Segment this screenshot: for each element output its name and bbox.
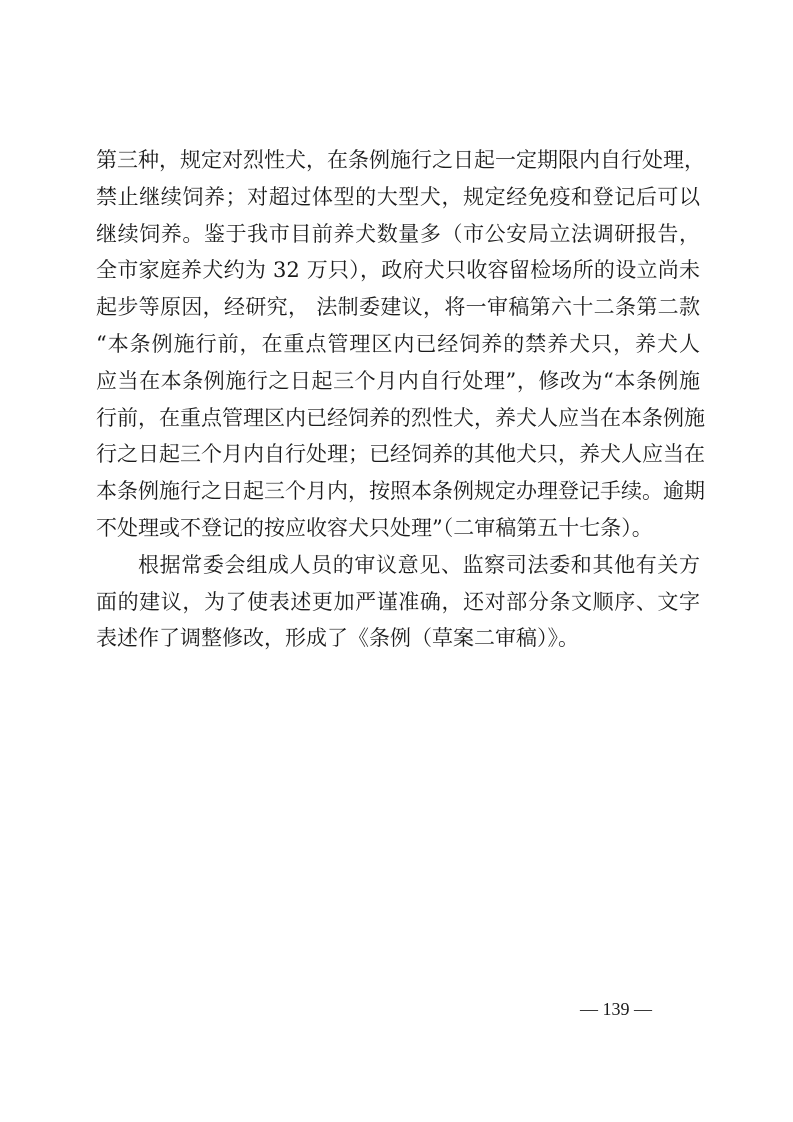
body-text	[96, 142, 705, 657]
text-line: 第三种，规定对烈性犬，在条例施行之日起一定期限内自行处理，	[96, 148, 705, 172]
text-line: 表述作了调整修改，形成了《条例（草案二审稿）》。	[96, 626, 579, 651]
text-line: 应当在本条例施行之日起三个月内自行处理”，修改为“本条例施	[96, 368, 700, 393]
text-line: 不处理或不登记的按应收容犬只处理”（二审稿第五十七条）。	[96, 515, 653, 540]
text-line: 禁止继续饲养；对超过体型的大型犬，规定经免疫和登记后可以	[96, 184, 700, 209]
text-line: 本条例施行之日起三个月内，按照本条例规定办理登记手续。逾期	[96, 479, 705, 504]
text-line: 继续饲养。鉴于我市目前养犬数量多（市公安局立法调研报告，	[96, 221, 700, 246]
paragraph-first-line: 根据常委会组成人员的审议意见、监察司法委和其他有关方	[138, 552, 700, 577]
text-line: 行前，在重点管理区内已经饲养的烈性犬，养犬人应当在本条例施	[96, 405, 705, 430]
text-line: 面的建议，为了使表述更加严谨准确，还对部分条文顺序、文字	[96, 589, 700, 614]
text-line: 起步等原因，经研究， 法制委建议，将一审稿第六十二条第二款	[96, 295, 700, 320]
text-line: 全市家庭养犬约为 32 万只），政府犬只收容留检场所的设立尚未	[96, 258, 700, 283]
text-line: “本条例施行前，在重点管理区内已经饲养的禁养犬只，养犬人	[96, 331, 700, 356]
text-line: 行之日起三个月内自行处理；已经饲养的其他犬只，养犬人应当在	[96, 442, 705, 467]
page-number: — 139 —	[580, 999, 652, 1019]
